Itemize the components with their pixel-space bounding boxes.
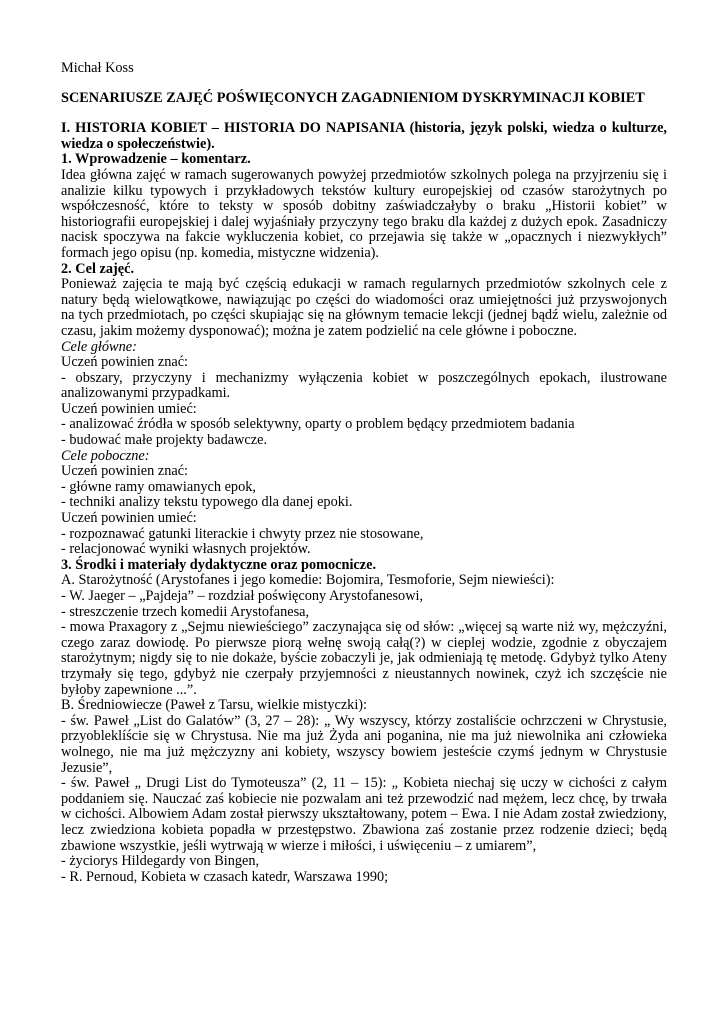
- list-item: - W. Jaeger – „Pajdeja” – rozdział poświęcony Arystofanesowi,: [61, 588, 424, 604]
- document-title: SCENARIUSZE ZAJĘĆ POŚWIĘCONYCH ZAGADNIENIOM DYSKRYMINACJI KOBIET: [61, 89, 645, 106]
- list-item: - główne ramy omawianych epok,: [61, 478, 256, 495]
- list-item: - relacjonować wyniki własnych projektów.: [61, 541, 311, 558]
- list-item: - życiorys Hildegardy von Bingen,: [61, 853, 260, 870]
- main-goals-label: Cele główne:: [61, 338, 137, 355]
- main-know-label: Uczeń powinien znać:: [61, 354, 189, 371]
- list-item: - rozpoznawać gatunki literackie i chwyty przez nie stosowane,: [61, 525, 424, 542]
- list-item: - techniki analizy tekstu typowego dla danej epoki.: [61, 494, 353, 511]
- subsection-heading-introduction: 1. Wprowadzenie – komentarz.: [61, 151, 251, 168]
- list-item: - św. Paweł „ Drugi List do Tymoteusza” (2, 11 – 15): „ Kobieta niechaj się uczy w cichości z całym poddaniem się. Nauczać zaś kobiecie nie pozwalam ani też przewodzić nad mężem, lecz chcę, by trwała w cichości. Albowiem Adam został pierwszy ukształtowany, potem – Ewa. I nie Adam został zwiedziony, lecz zwiedziona kobieta popadła w przestępstwo. Zbawiona zaś zostanie przez rodzenie dzieci; będą zbawione wszystkie, jeśli wytrwają w wierze i miłości, i uświęceniu – z umiarem”,: [61, 775, 667, 854]
- main-can-label: Uczeń powinien umieć:: [61, 400, 197, 417]
- list-item: - budować małe projekty badawcze.: [61, 432, 268, 449]
- author-name: Michał Koss: [61, 60, 134, 76]
- subsection-heading-materials: 3. Środki i materiały dydaktyczne oraz pomocnicze.: [61, 556, 377, 573]
- list-item: - R. Pernoud, Kobieta w czasach katedr, Warszawa 1990;: [61, 868, 389, 885]
- side-can-label: Uczeń powinien umieć:: [61, 510, 197, 527]
- materials-group-a: A. Starożytność (Arystofanes i jego komedie: Bojomira, Tesmoforie, Sejm niewieści):: [61, 572, 555, 589]
- list-item: - obszary, przyczyny i mechanizmy wyłączenia kobiet w poszczególnych epokach, ilustrowane analizowanymi przypadkami.: [61, 369, 667, 402]
- goals-paragraph: Ponieważ zajęcia te mają być częścią edukacji w ramach regularnych przedmiotów szkolnych cele z natury będą wielowątkowe, nawiązując po części do wiadomości oraz umiejętności już przyswojonych na tych przedmiotach, po części skupiając się na głównym temacie lekcji (jednej bądź wielu, zależnie od czasu, jakim możemy dysponować); można je zatem podzielić na cele główne i poboczne.: [61, 276, 667, 339]
- side-know-label: Uczeń powinien znać:: [61, 463, 189, 480]
- list-item: - św. Paweł „List do Galatów” (3, 27 – 28): „ Wy wszyscy, którzy zostaliście ochrzczeni w Chrystusie, przyobleklíście się w Chrystusa. Nie ma już Żyda ani poganina, nie ma już niewolnika ani człowieka wolnego, nie ma już mężczyzny ani kobiety, wszyscy bowiem jesteście czymś jednym w Chrystusie Jezusie”,: [61, 712, 667, 776]
- subsection-heading-goals: 2. Cel zajęć.: [61, 260, 135, 277]
- materials-group-b: B. Średniowiecze (Paweł z Tarsu, wielkie mistyczki):: [61, 697, 368, 714]
- introduction-paragraph: Idea główna zajęć w ramach sugerowanych powyżej przedmiotów szkolnych polega na przyjrzeniu się i analizie kilku typowych i przykładowych tekstów kultury europejskiej od czasów starożytnych po współczesność, które to teksty w sposób dobitny zaświadczałyby o braku „Historii kobiet” w historiografii europejskiej i dalej wyjaśniały przyczyny tego braku dla każdej z dużych epok. Zasadniczy nacisk spoczywa na fakcie wykluczenia kobiet, co przejawia się także w „opacznych i niezwykłych” formach jego opisu (np. komedia, mistyczne widzenia).: [61, 166, 667, 261]
- list-item: - analizować źródła w sposób selektywny, oparty o problem będący przedmiotem badania: [61, 416, 575, 433]
- side-goals-label: Cele poboczne:: [61, 447, 150, 464]
- section-heading: I. HISTORIA KOBIET – HISTORIA DO NAPISANIA (historia, język polski, wiedza o kulturze, wiedza o społeczeństwie).: [61, 120, 667, 152]
- list-item: - mowa Praxagory z „Sejmu niewieściego” zaczynająca się od słów: „więcej są warte niż wy, mężczyźni, czego zaraz dowiodę. Po pierwsze piorą wełnę swoją całą(?) w cieplej wodzie, zgodnie z obyczajem starożytnym; nigdy się to nie dokaże, byście zobaczyli je, jak odmieniają tę metodę. Gdybyż tylko Ateny trzymały się tego, gdybyż nie czerpały przyjemności z nieustannych nowinek, czyż ich szczęście nie byłoby zapewnione ...”.: [61, 619, 667, 698]
- list-item: - streszczenie trzech komedii Arystofanesa,: [61, 603, 310, 620]
